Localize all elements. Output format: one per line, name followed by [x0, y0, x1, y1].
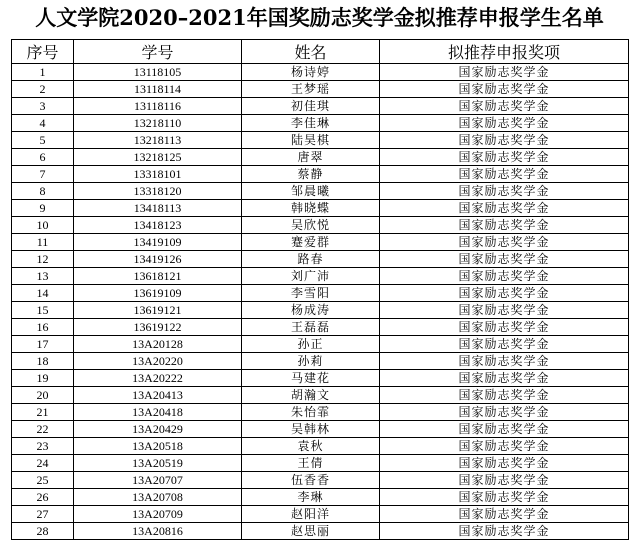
table-row [12, 421, 629, 438]
table-row [12, 336, 629, 353]
cell-student-id: 13118114 [74, 81, 242, 98]
cell-student-id: 13318120 [74, 183, 242, 200]
cell-award: 国家励志奖学金 [380, 251, 629, 268]
cell-name: 袁秋 [242, 438, 380, 455]
cell-award: 国家励志奖学金 [380, 506, 629, 523]
cell-award: 国家励志奖学金 [380, 455, 629, 472]
cell-name: 初佳琪 [242, 98, 380, 115]
cell-award: 国家励志奖学金 [380, 217, 629, 234]
table-row [12, 370, 629, 387]
cell-name: 李琳 [242, 489, 380, 506]
cell-student-id: 13A20708 [74, 489, 242, 506]
cell-index: 24 [12, 455, 74, 472]
cell-index: 26 [12, 489, 74, 506]
cell-index: 2 [12, 81, 74, 98]
table-row [12, 387, 629, 404]
cell-name: 赵阳洋 [242, 506, 380, 523]
cell-index: 10 [12, 217, 74, 234]
cell-student-id: 13A20816 [74, 523, 242, 540]
cell-student-id: 13418113 [74, 200, 242, 217]
cell-name: 吴韩林 [242, 421, 380, 438]
table-header [12, 40, 629, 64]
cell-award: 国家励志奖学金 [380, 149, 629, 166]
table-body [12, 64, 629, 540]
cell-student-id: 13218125 [74, 149, 242, 166]
table-row [12, 98, 629, 115]
table-row [12, 234, 629, 251]
cell-award: 国家励志奖学金 [380, 472, 629, 489]
cell-name: 孙正 [242, 336, 380, 353]
table-row [12, 200, 629, 217]
cell-name: 陆昊棋 [242, 132, 380, 149]
table-row [12, 217, 629, 234]
header-award: 拟推荐申报奖项 [380, 40, 629, 64]
cell-award: 国家励志奖学金 [380, 523, 629, 540]
cell-index: 1 [12, 64, 74, 81]
cell-award: 国家励志奖学金 [380, 421, 629, 438]
cell-name: 吴欣悦 [242, 217, 380, 234]
recommendation-table [11, 39, 629, 540]
cell-name: 杨诗婷 [242, 64, 380, 81]
cell-student-id: 13619122 [74, 319, 242, 336]
cell-index: 20 [12, 387, 74, 404]
table-row [12, 115, 629, 132]
cell-student-id: 13218113 [74, 132, 242, 149]
cell-index: 7 [12, 166, 74, 183]
cell-name: 杨成涛 [242, 302, 380, 319]
cell-award: 国家励志奖学金 [380, 268, 629, 285]
cell-award: 国家励志奖学金 [380, 489, 629, 506]
header-student-id: 学号 [74, 40, 242, 64]
cell-name: 伍香香 [242, 472, 380, 489]
table-row [12, 302, 629, 319]
cell-name: 李雪阳 [242, 285, 380, 302]
cell-index: 18 [12, 353, 74, 370]
cell-award: 国家励志奖学金 [380, 387, 629, 404]
cell-student-id: 13A20429 [74, 421, 242, 438]
cell-name: 王梦瑶 [242, 81, 380, 98]
cell-award: 国家励志奖学金 [380, 200, 629, 217]
cell-award: 国家励志奖学金 [380, 404, 629, 421]
cell-award: 国家励志奖学金 [380, 353, 629, 370]
table-row [12, 183, 629, 200]
cell-index: 19 [12, 370, 74, 387]
cell-student-id: 13618121 [74, 268, 242, 285]
cell-name: 王磊磊 [242, 319, 380, 336]
cell-index: 15 [12, 302, 74, 319]
document-title: 人文学院2020–2021年国奖励志奖学金拟推荐申报学生名单 [35, 5, 604, 30]
cell-award: 国家励志奖学金 [380, 132, 629, 149]
cell-name: 蹇爱群 [242, 234, 380, 251]
cell-award: 国家励志奖学金 [380, 336, 629, 353]
table-row [12, 489, 629, 506]
table-row [12, 251, 629, 268]
cell-award: 国家励志奖学金 [380, 285, 629, 302]
cell-index: 9 [12, 200, 74, 217]
cell-award: 国家励志奖学金 [380, 370, 629, 387]
cell-student-id: 13619121 [74, 302, 242, 319]
cell-index: 6 [12, 149, 74, 166]
table-row [12, 472, 629, 489]
cell-index: 22 [12, 421, 74, 438]
table-row [12, 132, 629, 149]
cell-name: 朱怡霏 [242, 404, 380, 421]
cell-index: 8 [12, 183, 74, 200]
cell-award: 国家励志奖学金 [380, 166, 629, 183]
cell-student-id: 13619109 [74, 285, 242, 302]
table-row [12, 506, 629, 523]
cell-student-id: 13118116 [74, 98, 242, 115]
cell-index: 27 [12, 506, 74, 523]
table-row [12, 285, 629, 302]
cell-student-id: 13A20519 [74, 455, 242, 472]
cell-index: 23 [12, 438, 74, 455]
cell-name: 马建花 [242, 370, 380, 387]
header-index: 序号 [12, 40, 74, 64]
cell-student-id: 13419109 [74, 234, 242, 251]
cell-name: 刘广沛 [242, 268, 380, 285]
table-row [12, 81, 629, 98]
cell-index: 3 [12, 98, 74, 115]
cell-award: 国家励志奖学金 [380, 438, 629, 455]
cell-name: 赵思丽 [242, 523, 380, 540]
cell-name: 韩晓蝶 [242, 200, 380, 217]
cell-index: 14 [12, 285, 74, 302]
cell-name: 唐翠 [242, 149, 380, 166]
cell-student-id: 13A20220 [74, 353, 242, 370]
cell-name: 王倩 [242, 455, 380, 472]
cell-student-id: 13A20709 [74, 506, 242, 523]
cell-student-id: 13218110 [74, 115, 242, 132]
table-row [12, 455, 629, 472]
table-row [12, 523, 629, 540]
table-row [12, 438, 629, 455]
cell-index: 25 [12, 472, 74, 489]
cell-student-id: 13A20707 [74, 472, 242, 489]
cell-award: 国家励志奖学金 [380, 81, 629, 98]
cell-student-id: 13A20518 [74, 438, 242, 455]
cell-student-id: 13A20413 [74, 387, 242, 404]
table-row [12, 166, 629, 183]
cell-index: 12 [12, 251, 74, 268]
cell-student-id: 13318101 [74, 166, 242, 183]
table-row [12, 404, 629, 421]
cell-award: 国家励志奖学金 [380, 64, 629, 81]
cell-index: 11 [12, 234, 74, 251]
cell-index: 21 [12, 404, 74, 421]
cell-student-id: 13A20418 [74, 404, 242, 421]
cell-index: 4 [12, 115, 74, 132]
cell-name: 路春 [242, 251, 380, 268]
cell-student-id: 13A20222 [74, 370, 242, 387]
table-row [12, 319, 629, 336]
cell-name: 蔡静 [242, 166, 380, 183]
cell-name: 孙莉 [242, 353, 380, 370]
table-row [12, 149, 629, 166]
header-row [12, 40, 629, 64]
cell-name: 胡瀚文 [242, 387, 380, 404]
cell-name: 李佳琳 [242, 115, 380, 132]
cell-index: 5 [12, 132, 74, 149]
cell-student-id: 13418123 [74, 217, 242, 234]
cell-index: 28 [12, 523, 74, 540]
table-row [12, 353, 629, 370]
cell-student-id: 13A20128 [74, 336, 242, 353]
cell-student-id: 13419126 [74, 251, 242, 268]
cell-award: 国家励志奖学金 [380, 234, 629, 251]
cell-name: 邹晨曦 [242, 183, 380, 200]
cell-index: 17 [12, 336, 74, 353]
cell-award: 国家励志奖学金 [380, 98, 629, 115]
cell-index: 13 [12, 268, 74, 285]
header-name: 姓名 [242, 40, 380, 64]
table-row [12, 64, 629, 81]
cell-student-id: 13118105 [74, 64, 242, 81]
table-row [12, 268, 629, 285]
cell-index: 16 [12, 319, 74, 336]
cell-award: 国家励志奖学金 [380, 302, 629, 319]
cell-award: 国家励志奖学金 [380, 319, 629, 336]
cell-award: 国家励志奖学金 [380, 183, 629, 200]
cell-award: 国家励志奖学金 [380, 115, 629, 132]
